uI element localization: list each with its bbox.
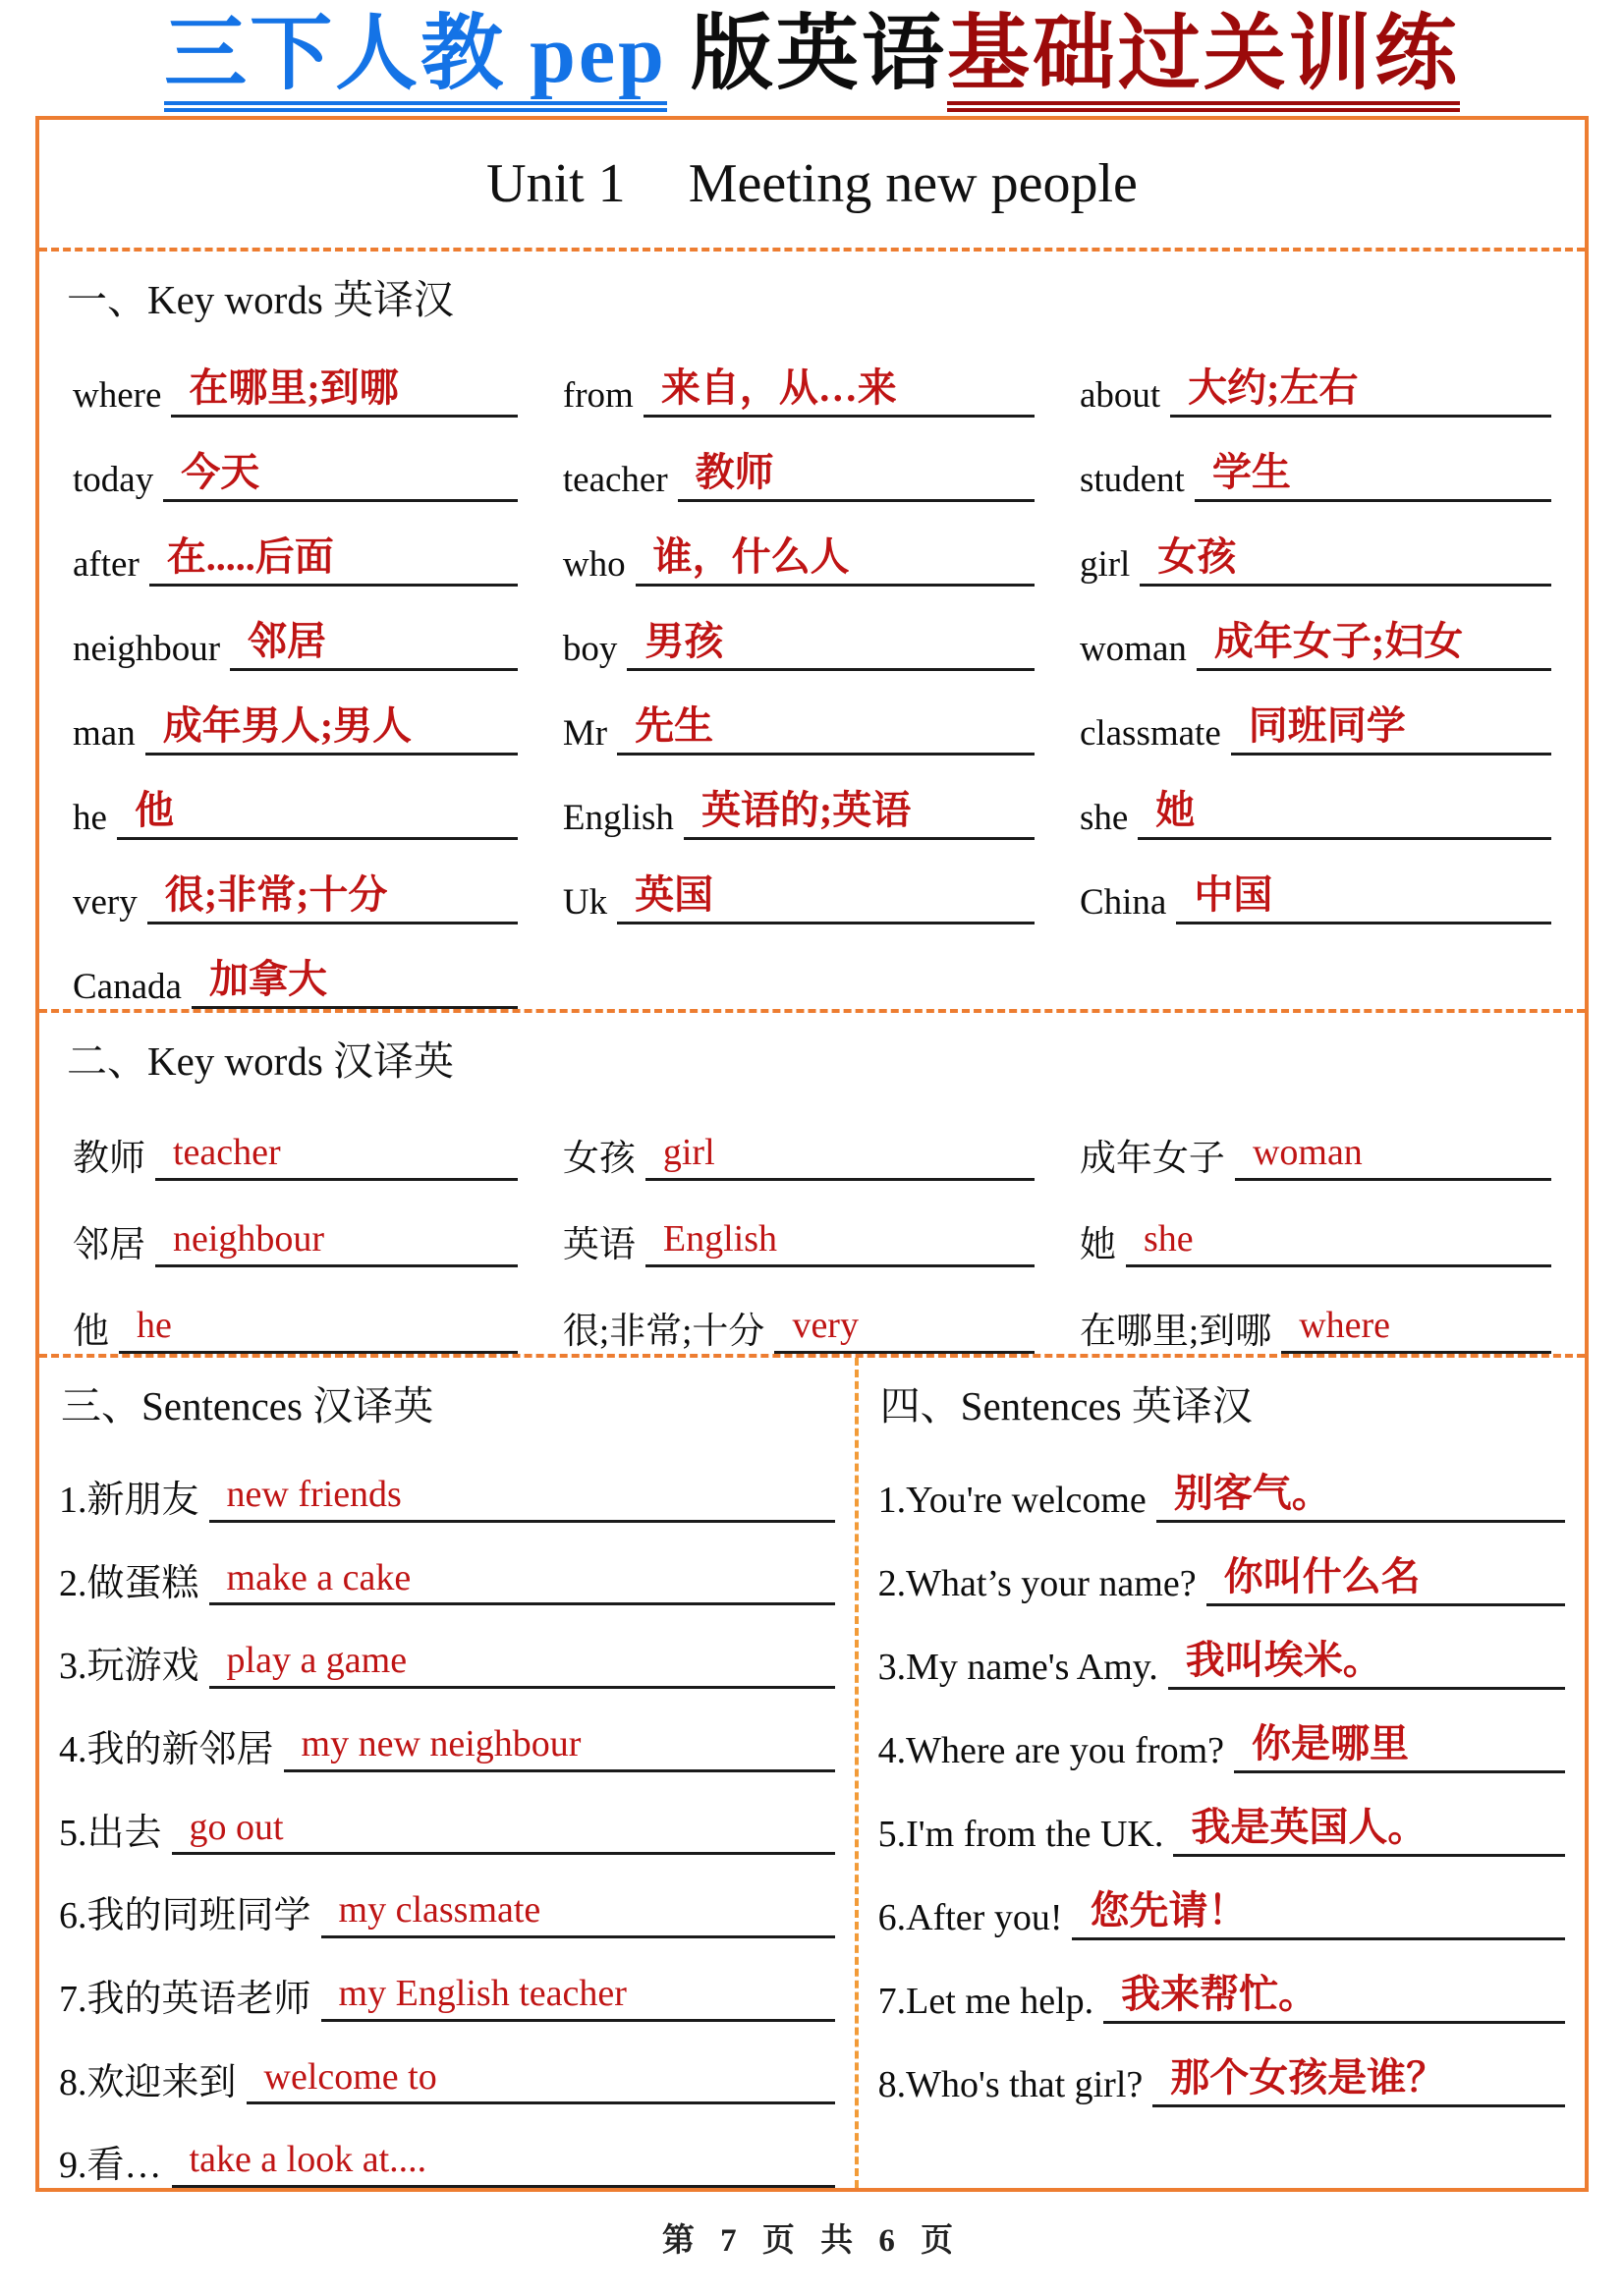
sentence-number: 5. [59, 1812, 87, 1854]
sentence-number: 2. [59, 1562, 87, 1604]
answer-text: she [1143, 1218, 1194, 1260]
keyword-row [73, 756, 518, 840]
sentence-number: 8. [877, 2064, 907, 2106]
answer-text: 学生 [1211, 450, 1291, 495]
answer-blank [1156, 1471, 1565, 1523]
sentence-prompt: 我的新邻居 [86, 1729, 274, 1770]
keyword-en: where [73, 375, 162, 417]
answer-blank [117, 788, 518, 840]
keyword-row [563, 1267, 1035, 1354]
answer-text: 她 [1155, 788, 1196, 833]
answer-text: 同班同学 [1248, 703, 1406, 749]
keyword-row [1080, 1181, 1551, 1267]
answer-blank [209, 1474, 835, 1523]
keyword-row [73, 1181, 518, 1267]
keyword-row [73, 1094, 518, 1181]
answer-blank [1231, 703, 1551, 756]
keyword-row [563, 1094, 1035, 1181]
answer-text: 英语的;英语 [700, 788, 912, 833]
keyword-en: after [73, 544, 140, 586]
keyword-row [563, 840, 1035, 924]
answer-blank [1235, 1132, 1551, 1181]
answer-text: English [662, 1218, 777, 1260]
answer-blank [1197, 619, 1551, 671]
answer-text: my new neighbour [301, 1723, 582, 1764]
sentence-number: 5. [877, 1814, 907, 1856]
keyword-row [73, 502, 518, 587]
answer-text: 别客气。 [1173, 1471, 1331, 1516]
keyword-zh: 很;非常;十分 [562, 1312, 765, 1353]
answer-blank [617, 703, 1035, 756]
keyword-row [73, 840, 518, 924]
answer-text: 邻居 [248, 619, 327, 664]
answer-text: 今天 [181, 450, 260, 495]
keyword-en: Mr [562, 713, 608, 755]
sentence-number: 2. [877, 1563, 907, 1605]
page-footer: 第 7 页 共 6 页 [661, 2223, 963, 2259]
sentence-number: 9. [59, 2145, 87, 2187]
sentence-number: 4. [59, 1729, 87, 1770]
answer-text: 谁，什么人 [652, 534, 850, 580]
keyword-en: China [1079, 882, 1167, 924]
sentence-row [878, 1523, 1565, 1606]
title-part-black: 版英语 [666, 9, 947, 100]
sentence-prompt: 我的同班同学 [86, 1895, 311, 1937]
answer-text: very [792, 1305, 859, 1347]
page-title [0, 6, 1624, 105]
answer-text: 中国 [1194, 872, 1273, 918]
keyword-row [1080, 333, 1551, 418]
section2-grid [65, 1094, 1559, 1354]
answer-text: 你叫什么名 [1223, 1554, 1421, 1599]
keyword-row [1080, 1094, 1551, 1181]
answer-blank [1234, 1721, 1565, 1773]
sentence-prompt: 出去 [86, 1812, 162, 1854]
keyword-en: about [1079, 375, 1161, 417]
keyword-en: she [1079, 798, 1129, 839]
answer-blank [1168, 1638, 1565, 1690]
sentence-number: 1. [877, 1480, 907, 1522]
sentence-row [59, 1605, 835, 1689]
answer-blank [1072, 1888, 1565, 1940]
keyword-zh: 女孩 [562, 1139, 636, 1180]
section1-grid [65, 333, 1559, 1009]
answer-blank [230, 619, 518, 671]
answer-blank [192, 957, 518, 1009]
section3-heading: 三、Sentences 汉译英 [61, 1383, 434, 1428]
answer-blank [172, 1807, 835, 1856]
keyword-en: boy [562, 629, 618, 670]
keyword-row [1080, 671, 1551, 756]
answer-blank [1206, 1554, 1565, 1606]
keyword-en: today [73, 460, 154, 501]
keyword-row [1080, 1267, 1551, 1354]
sentence-row [59, 1772, 835, 1856]
sentence-row [878, 1773, 1565, 1857]
answer-blank [155, 1132, 518, 1181]
answer-text: 教师 [695, 450, 774, 495]
answer-blank [321, 1889, 835, 1938]
sentence-sections [39, 1358, 1585, 2188]
answer-text: 我来帮忙。 [1121, 1972, 1318, 2017]
keyword-en: teacher [562, 460, 668, 501]
answer-blank [163, 450, 518, 502]
keyword-row [563, 333, 1035, 418]
answer-blank [172, 2139, 835, 2188]
keyword-en: very [73, 882, 138, 924]
keyword-row [563, 418, 1035, 502]
sentence-prompt: Let me help. [906, 1981, 1094, 2023]
answer-blank [684, 788, 1035, 840]
answer-text: make a cake [226, 1556, 412, 1598]
keyword-en: who [562, 544, 626, 586]
unit-name: Meeting new people [688, 153, 1138, 214]
answer-text: 你是哪里 [1252, 1721, 1410, 1766]
keyword-en: woman [1079, 629, 1187, 670]
keyword-en: from [562, 375, 634, 417]
answer-blank [1170, 365, 1551, 418]
answer-text: play a game [226, 1640, 408, 1682]
sentence-row [878, 1439, 1565, 1523]
keyword-row [563, 587, 1035, 671]
sentence-prompt: Who's that girl? [906, 2064, 1144, 2106]
answer-blank [1173, 1805, 1565, 1857]
answer-text: where [1299, 1305, 1391, 1347]
answer-text: 加拿大 [208, 957, 327, 1002]
sentence-prompt: 新朋友 [86, 1479, 199, 1521]
answer-blank [147, 872, 518, 924]
keyword-row [73, 418, 518, 502]
title-part-blue: 三下人教 pep [164, 9, 667, 112]
unit-label: Unit 1 [486, 153, 626, 214]
sentence-prompt: What’s your name? [906, 1563, 1197, 1605]
section4-heading: 四、Sentences 英译汉 [879, 1383, 1253, 1428]
keyword-en: classmate [1079, 713, 1221, 755]
answer-blank [617, 872, 1035, 924]
answer-text: go out [189, 1806, 284, 1848]
answer-blank [1195, 450, 1551, 502]
sentence-number: 8. [59, 2061, 87, 2103]
section2-heading: 二、Key words 汉译英 [67, 1038, 455, 1084]
sentence-prompt: 玩游戏 [86, 1646, 199, 1688]
answer-blank [1126, 1218, 1551, 1267]
sentence-row [59, 2104, 835, 2188]
sentence-row [59, 1938, 835, 2022]
keyword-row [73, 1267, 518, 1354]
answer-text: 在.....后面 [166, 534, 334, 580]
answer-text: new friends [226, 1473, 402, 1515]
sentence-row [878, 2024, 1565, 2107]
answer-text: 来自，从…来 [660, 365, 897, 411]
answer-blank [321, 1973, 835, 2022]
answer-text: woman [1252, 1132, 1363, 1174]
answer-blank [1140, 534, 1551, 587]
keyword-row [563, 756, 1035, 840]
sentence-row [878, 1857, 1565, 1940]
answer-text: girl [662, 1132, 715, 1174]
keyword-en: man [73, 713, 136, 755]
sentence-row [59, 2022, 835, 2105]
answer-text: 我是英国人。 [1191, 1805, 1428, 1850]
answer-blank [636, 534, 1035, 587]
sentence-number: 7. [59, 1979, 87, 2021]
sentence-prompt: You're welcome [906, 1480, 1147, 1522]
answer-text: 英国 [635, 872, 714, 918]
answer-blank [645, 1132, 1035, 1181]
keyword-en: English [562, 798, 674, 839]
sentence-row [59, 1689, 835, 1772]
keyword-row [73, 587, 518, 671]
answer-text: 我叫埃米。 [1185, 1638, 1382, 1683]
section-keywords-zh-en [39, 1013, 1585, 1354]
keyword-row [563, 1181, 1035, 1267]
sentence-row [878, 1690, 1565, 1773]
answer-blank [645, 1218, 1035, 1267]
answer-blank [209, 1640, 835, 1689]
keyword-en: Canada [73, 967, 182, 1008]
keyword-row [1080, 756, 1551, 840]
sentence-row [59, 1523, 835, 1606]
sentence-prompt: 我的英语老师 [86, 1979, 311, 2021]
answer-blank [627, 619, 1035, 671]
keyword-row [73, 671, 518, 756]
keyword-zh: 教师 [73, 1139, 145, 1180]
answer-blank [678, 450, 1035, 502]
section-sentences-en-zh [859, 1358, 1585, 2188]
keyword-row [563, 502, 1035, 587]
answer-text: 成年男人;男人 [162, 703, 413, 749]
sentence-number: 6. [59, 1895, 87, 1937]
keyword-row [1080, 587, 1551, 671]
keyword-row [563, 671, 1035, 756]
answer-blank [1176, 872, 1551, 924]
sentence-prompt: 欢迎来到 [86, 2061, 237, 2103]
sentence-prompt: 看… [86, 2145, 162, 2187]
sentence-number: 1. [59, 1479, 87, 1521]
sentence-row [878, 1606, 1565, 1690]
keyword-en: student [1079, 460, 1185, 501]
keyword-zh: 在哪里;到哪 [1079, 1312, 1272, 1353]
sentence-prompt: Where are you from? [906, 1730, 1225, 1772]
answer-blank [149, 534, 518, 587]
worksheet-frame [35, 116, 1589, 2192]
sentence-prompt: I'm from the UK. [906, 1814, 1164, 1856]
answer-text: he [137, 1305, 172, 1347]
answer-text: my classmate [338, 1889, 541, 1932]
answer-blank [644, 365, 1035, 418]
answer-blank [1152, 2055, 1565, 2107]
answer-text: 男孩 [644, 619, 724, 664]
sentence-number: 3. [877, 1647, 907, 1689]
sentence-prompt: After you! [906, 1897, 1063, 1939]
answer-blank [1103, 1972, 1565, 2024]
section-sentences-zh-en [39, 1358, 859, 2188]
answer-text: 很;非常;十分 [164, 872, 388, 918]
sentence-number: 4. [877, 1730, 907, 1772]
title-part-red: 基础过关训练 [947, 9, 1460, 112]
keyword-en: he [73, 798, 107, 839]
answer-text: 您先请！ [1090, 1888, 1248, 1933]
keyword-row [1080, 502, 1551, 587]
answer-text: teacher [173, 1132, 281, 1174]
answer-text: 女孩 [1157, 534, 1237, 580]
answer-blank [171, 365, 517, 418]
sentence-number: 6. [877, 1897, 907, 1939]
keyword-en: Uk [562, 882, 608, 924]
answer-text: neighbour [173, 1218, 325, 1260]
keyword-row [73, 333, 518, 418]
sentence-prompt: 做蛋糕 [86, 1562, 199, 1604]
keyword-en: girl [1079, 544, 1131, 586]
answer-blank [1281, 1305, 1551, 1354]
answer-text: 在哪里;到哪 [189, 365, 399, 411]
unit-title [39, 120, 1585, 248]
answer-text: 他 [134, 788, 174, 833]
answer-text: 先生 [635, 703, 714, 749]
section1-heading: 一、Key words 英译汉 [67, 277, 455, 322]
answer-text: take a look at.... [189, 2139, 427, 2181]
keyword-zh: 英语 [562, 1225, 636, 1266]
answer-blank [119, 1305, 518, 1354]
answer-blank [247, 2056, 835, 2105]
answer-blank [1138, 788, 1551, 840]
keyword-zh: 邻居 [73, 1225, 145, 1266]
answer-text: 那个女孩是谁？ [1170, 2055, 1446, 2100]
answer-text: welcome to [263, 2055, 437, 2098]
answer-text: 大约;左右 [1188, 365, 1359, 411]
answer-text: my English teacher [338, 1973, 627, 2015]
answer-text: 成年女子;妇女 [1213, 619, 1464, 664]
sentence-prompt: My name's Amy. [906, 1647, 1158, 1689]
sentence-number: 3. [59, 1646, 87, 1688]
sentence-row [878, 1940, 1565, 2024]
keyword-zh: 她 [1079, 1225, 1116, 1266]
keyword-row [73, 924, 518, 1009]
answer-blank [284, 1723, 835, 1772]
sentence-row [59, 1855, 835, 1938]
answer-blank [774, 1305, 1035, 1354]
keyword-zh: 成年女子 [1079, 1139, 1225, 1180]
answer-blank [155, 1218, 518, 1267]
answer-blank [209, 1557, 835, 1606]
keyword-zh: 他 [73, 1312, 109, 1353]
keyword-row [1080, 418, 1551, 502]
keyword-en: neighbour [73, 629, 221, 670]
answer-blank [145, 703, 518, 756]
keyword-row [1080, 840, 1551, 924]
sentence-number: 7. [877, 1981, 907, 2023]
sentence-row [59, 1439, 835, 1523]
section-keywords-en-zh [39, 252, 1585, 1009]
